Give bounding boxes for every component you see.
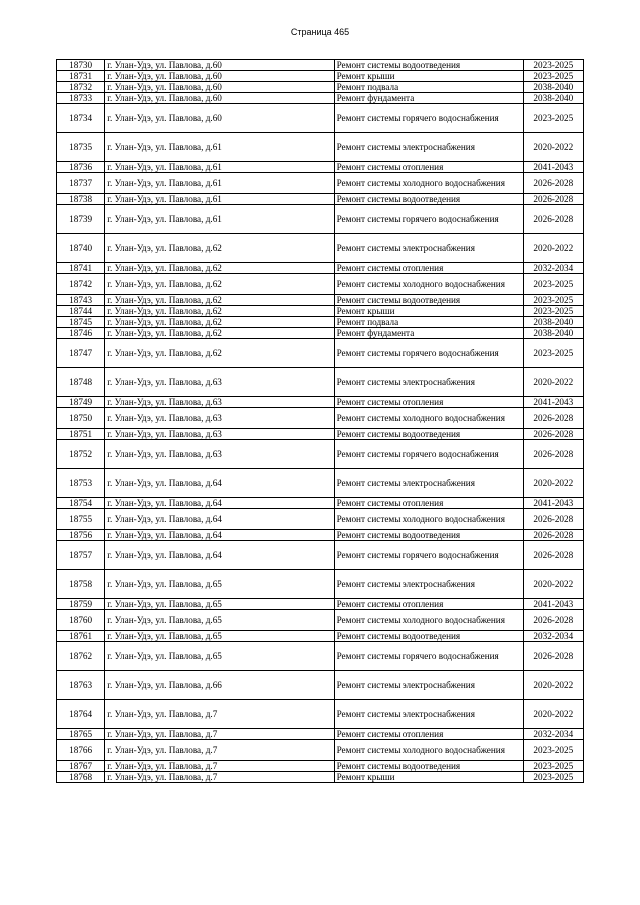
address-cell: г. Улан-Удэ, ул. Павлова, д.7 xyxy=(105,700,334,729)
work-type-cell: Ремонт системы электроснабжения xyxy=(334,133,523,162)
period-cell: 2026-2028 xyxy=(523,440,583,469)
row-number-cell: 18748 xyxy=(57,368,105,397)
period-cell: 2041-2043 xyxy=(523,498,583,509)
period-cell: 2023-2025 xyxy=(523,772,583,783)
period-cell: 2038-2040 xyxy=(523,82,583,93)
row-number-cell: 18754 xyxy=(57,498,105,509)
row-number-cell: 18764 xyxy=(57,700,105,729)
work-type-cell: Ремонт системы электроснабжения xyxy=(334,469,523,498)
table-row xyxy=(57,429,584,440)
row-number-cell: 18759 xyxy=(57,599,105,610)
address-cell: г. Улан-Удэ, ул. Павлова, д.61 xyxy=(105,173,334,194)
table-row xyxy=(57,509,584,530)
address-cell: г. Улан-Удэ, ул. Павлова, д.62 xyxy=(105,328,334,339)
table-row xyxy=(57,317,584,328)
table-row xyxy=(57,328,584,339)
address-cell: г. Улан-Удэ, ул. Павлова, д.62 xyxy=(105,295,334,306)
period-cell: 2023-2025 xyxy=(523,339,583,368)
address-cell: г. Улан-Удэ, ул. Павлова, д.60 xyxy=(105,93,334,104)
table-row xyxy=(57,469,584,498)
period-cell: 2026-2028 xyxy=(523,194,583,205)
address-cell: г. Улан-Удэ, ул. Павлова, д.65 xyxy=(105,642,334,671)
address-cell: г. Улан-Удэ, ул. Павлова, д.62 xyxy=(105,274,334,295)
work-type-cell: Ремонт системы отопления xyxy=(334,729,523,740)
address-cell: г. Улан-Удэ, ул. Павлова, д.64 xyxy=(105,509,334,530)
period-cell: 2026-2028 xyxy=(523,173,583,194)
work-type-cell: Ремонт системы электроснабжения xyxy=(334,368,523,397)
work-type-cell: Ремонт системы водоотведения xyxy=(334,295,523,306)
address-cell: г. Улан-Удэ, ул. Павлова, д.61 xyxy=(105,162,334,173)
period-cell: 2026-2028 xyxy=(523,610,583,631)
table-row xyxy=(57,82,584,93)
table-row xyxy=(57,440,584,469)
work-type-cell: Ремонт системы электроснабжения xyxy=(334,700,523,729)
work-type-cell: Ремонт системы отопления xyxy=(334,397,523,408)
row-number-cell: 18731 xyxy=(57,71,105,82)
work-type-cell: Ремонт крыши xyxy=(334,772,523,783)
period-cell: 2032-2034 xyxy=(523,631,583,642)
table-row xyxy=(57,133,584,162)
address-cell: г. Улан-Удэ, ул. Павлова, д.63 xyxy=(105,368,334,397)
row-number-cell: 18767 xyxy=(57,761,105,772)
table-row xyxy=(57,368,584,397)
period-cell: 2023-2025 xyxy=(523,740,583,761)
address-cell: г. Улан-Удэ, ул. Павлова, д.64 xyxy=(105,498,334,509)
row-number-cell: 18766 xyxy=(57,740,105,761)
address-cell: г. Улан-Удэ, ул. Павлова, д.65 xyxy=(105,631,334,642)
work-type-cell: Ремонт системы горячего водоснабжения xyxy=(334,440,523,469)
work-type-cell: Ремонт системы холодного водоснабжения xyxy=(334,274,523,295)
row-number-cell: 18743 xyxy=(57,295,105,306)
period-cell: 2032-2034 xyxy=(523,263,583,274)
row-number-cell: 18755 xyxy=(57,509,105,530)
period-cell: 2023-2025 xyxy=(523,71,583,82)
address-cell: г. Улан-Удэ, ул. Павлова, д.64 xyxy=(105,530,334,541)
row-number-cell: 18756 xyxy=(57,530,105,541)
address-cell: г. Улан-Удэ, ул. Павлова, д.63 xyxy=(105,440,334,469)
period-cell: 2026-2028 xyxy=(523,408,583,429)
page-header: Страница 465 xyxy=(290,27,350,37)
address-cell: г. Улан-Удэ, ул. Павлова, д.7 xyxy=(105,772,334,783)
period-cell: 2020-2022 xyxy=(523,368,583,397)
table-row xyxy=(57,339,584,368)
address-cell: г. Улан-Удэ, ул. Павлова, д.63 xyxy=(105,429,334,440)
address-cell: г. Улан-Удэ, ул. Павлова, д.60 xyxy=(105,71,334,82)
table-row xyxy=(57,173,584,194)
table-row xyxy=(57,397,584,408)
row-number-cell: 18740 xyxy=(57,234,105,263)
work-type-cell: Ремонт системы электроснабжения xyxy=(334,570,523,599)
address-cell: г. Улан-Удэ, ул. Павлова, д.64 xyxy=(105,469,334,498)
table-row xyxy=(57,498,584,509)
table-row xyxy=(57,700,584,729)
row-number-cell: 18733 xyxy=(57,93,105,104)
row-number-cell: 18739 xyxy=(57,205,105,234)
period-cell: 2041-2043 xyxy=(523,397,583,408)
address-cell: г. Улан-Удэ, ул. Павлова, д.7 xyxy=(105,740,334,761)
address-cell: г. Улан-Удэ, ул. Павлова, д.62 xyxy=(105,339,334,368)
period-cell: 2041-2043 xyxy=(523,162,583,173)
table-row xyxy=(57,162,584,173)
row-number-cell: 18758 xyxy=(57,570,105,599)
work-type-cell: Ремонт системы холодного водоснабжения xyxy=(334,173,523,194)
address-cell: г. Улан-Удэ, ул. Павлова, д.61 xyxy=(105,133,334,162)
period-cell: 2023-2025 xyxy=(523,761,583,772)
table-row xyxy=(57,541,584,570)
table-row xyxy=(57,295,584,306)
address-cell: г. Улан-Удэ, ул. Павлова, д.7 xyxy=(105,761,334,772)
period-cell: 2032-2034 xyxy=(523,729,583,740)
table-row xyxy=(57,761,584,772)
table-row xyxy=(57,610,584,631)
address-cell: г. Улан-Удэ, ул. Павлова, д.63 xyxy=(105,397,334,408)
period-cell: 2023-2025 xyxy=(523,104,583,133)
row-number-cell: 18765 xyxy=(57,729,105,740)
table-row xyxy=(57,599,584,610)
row-number-cell: 18761 xyxy=(57,631,105,642)
address-cell: г. Улан-Удэ, ул. Павлова, д.62 xyxy=(105,263,334,274)
row-number-cell: 18730 xyxy=(57,60,105,71)
row-number-cell: 18760 xyxy=(57,610,105,631)
table-row xyxy=(57,570,584,599)
period-cell: 2023-2025 xyxy=(523,295,583,306)
table-row xyxy=(57,671,584,700)
table-row xyxy=(57,104,584,133)
address-cell: г. Улан-Удэ, ул. Павлова, д.63 xyxy=(105,408,334,429)
address-cell: г. Улан-Удэ, ул. Павлова, д.62 xyxy=(105,234,334,263)
work-type-cell: Ремонт системы отопления xyxy=(334,498,523,509)
table-row xyxy=(57,642,584,671)
work-type-cell: Ремонт системы горячего водоснабжения xyxy=(334,541,523,570)
row-number-cell: 18744 xyxy=(57,306,105,317)
work-type-cell: Ремонт системы горячего водоснабжения xyxy=(334,642,523,671)
period-cell: 2038-2040 xyxy=(523,93,583,104)
table-row xyxy=(57,631,584,642)
address-cell: г. Улан-Удэ, ул. Павлова, д.66 xyxy=(105,671,334,700)
period-cell: 2038-2040 xyxy=(523,317,583,328)
period-cell: 2038-2040 xyxy=(523,328,583,339)
work-type-cell: Ремонт системы водоотведения xyxy=(334,761,523,772)
row-number-cell: 18734 xyxy=(57,104,105,133)
table-row xyxy=(57,530,584,541)
row-number-cell: 18738 xyxy=(57,194,105,205)
work-type-cell: Ремонт фундамента xyxy=(334,328,523,339)
row-number-cell: 18742 xyxy=(57,274,105,295)
period-cell: 2020-2022 xyxy=(523,570,583,599)
period-cell: 2023-2025 xyxy=(523,274,583,295)
row-number-cell: 18757 xyxy=(57,541,105,570)
period-cell: 2026-2028 xyxy=(523,429,583,440)
address-cell: г. Улан-Удэ, ул. Павлова, д.60 xyxy=(105,82,334,93)
work-type-cell: Ремонт системы горячего водоснабжения xyxy=(334,205,523,234)
address-cell: г. Улан-Удэ, ул. Павлова, д.61 xyxy=(105,205,334,234)
work-type-cell: Ремонт системы водоотведения xyxy=(334,631,523,642)
row-number-cell: 18750 xyxy=(57,408,105,429)
work-type-cell: Ремонт крыши xyxy=(334,71,523,82)
period-cell: 2020-2022 xyxy=(523,469,583,498)
table-row xyxy=(57,60,584,71)
table-row xyxy=(57,740,584,761)
address-cell: г. Улан-Удэ, ул. Павлова, д.61 xyxy=(105,194,334,205)
table-row xyxy=(57,306,584,317)
period-cell: 2020-2022 xyxy=(523,133,583,162)
table-body xyxy=(57,60,584,783)
row-number-cell: 18762 xyxy=(57,642,105,671)
table-row xyxy=(57,274,584,295)
table-row xyxy=(57,205,584,234)
table-row xyxy=(57,234,584,263)
work-type-cell: Ремонт системы холодного водоснабжения xyxy=(334,408,523,429)
address-cell: г. Улан-Удэ, ул. Павлова, д.65 xyxy=(105,570,334,599)
table-row xyxy=(57,408,584,429)
period-cell: 2026-2028 xyxy=(523,642,583,671)
row-number-cell: 18735 xyxy=(57,133,105,162)
period-cell: 2026-2028 xyxy=(523,509,583,530)
period-cell: 2020-2022 xyxy=(523,234,583,263)
row-number-cell: 18768 xyxy=(57,772,105,783)
table-row xyxy=(57,263,584,274)
address-cell: г. Улан-Удэ, ул. Павлова, д.65 xyxy=(105,610,334,631)
address-cell: г. Улан-Удэ, ул. Павлова, д.65 xyxy=(105,599,334,610)
row-number-cell: 18747 xyxy=(57,339,105,368)
address-cell: г. Улан-Удэ, ул. Павлова, д.60 xyxy=(105,104,334,133)
table-row xyxy=(57,772,584,783)
work-type-cell: Ремонт системы отопления xyxy=(334,263,523,274)
work-type-cell: Ремонт системы электроснабжения xyxy=(334,234,523,263)
work-type-cell: Ремонт системы холодного водоснабжения xyxy=(334,509,523,530)
period-cell: 2020-2022 xyxy=(523,671,583,700)
work-type-cell: Ремонт системы отопления xyxy=(334,599,523,610)
period-cell: 2026-2028 xyxy=(523,205,583,234)
work-type-cell: Ремонт системы холодного водоснабжения xyxy=(334,610,523,631)
address-cell: г. Улан-Удэ, ул. Павлова, д.62 xyxy=(105,317,334,328)
work-type-cell: Ремонт системы холодного водоснабжения xyxy=(334,740,523,761)
table-row xyxy=(57,71,584,82)
period-cell: 2023-2025 xyxy=(523,306,583,317)
work-type-cell: Ремонт системы электроснабжения xyxy=(334,671,523,700)
row-number-cell: 18736 xyxy=(57,162,105,173)
row-number-cell: 18741 xyxy=(57,263,105,274)
row-number-cell: 18746 xyxy=(57,328,105,339)
row-number-cell: 18752 xyxy=(57,440,105,469)
period-cell: 2026-2028 xyxy=(523,541,583,570)
repair-schedule-table xyxy=(56,59,584,783)
work-type-cell: Ремонт фундамента xyxy=(334,93,523,104)
table-row xyxy=(57,194,584,205)
address-cell: г. Улан-Удэ, ул. Павлова, д.60 xyxy=(105,60,334,71)
row-number-cell: 18737 xyxy=(57,173,105,194)
row-number-cell: 18763 xyxy=(57,671,105,700)
work-type-cell: Ремонт системы водоотведения xyxy=(334,194,523,205)
table-row xyxy=(57,93,584,104)
work-type-cell: Ремонт системы горячего водоснабжения xyxy=(334,104,523,133)
row-number-cell: 18732 xyxy=(57,82,105,93)
work-type-cell: Ремонт системы водоотведения xyxy=(334,429,523,440)
work-type-cell: Ремонт системы горячего водоснабжения xyxy=(334,339,523,368)
period-cell: 2023-2025 xyxy=(523,60,583,71)
row-number-cell: 18753 xyxy=(57,469,105,498)
address-cell: г. Улан-Удэ, ул. Павлова, д.64 xyxy=(105,541,334,570)
period-cell: 2020-2022 xyxy=(523,700,583,729)
work-type-cell: Ремонт крыши xyxy=(334,306,523,317)
table-row xyxy=(57,729,584,740)
period-cell: 2041-2043 xyxy=(523,599,583,610)
address-cell: г. Улан-Удэ, ул. Павлова, д.7 xyxy=(105,729,334,740)
work-type-cell: Ремонт подвала xyxy=(334,82,523,93)
work-type-cell: Ремонт системы водоотведения xyxy=(334,60,523,71)
work-type-cell: Ремонт системы водоотведения xyxy=(334,530,523,541)
address-cell: г. Улан-Удэ, ул. Павлова, д.62 xyxy=(105,306,334,317)
work-type-cell: Ремонт системы отопления xyxy=(334,162,523,173)
work-type-cell: Ремонт подвала xyxy=(334,317,523,328)
row-number-cell: 18751 xyxy=(57,429,105,440)
period-cell: 2026-2028 xyxy=(523,530,583,541)
row-number-cell: 18749 xyxy=(57,397,105,408)
row-number-cell: 18745 xyxy=(57,317,105,328)
